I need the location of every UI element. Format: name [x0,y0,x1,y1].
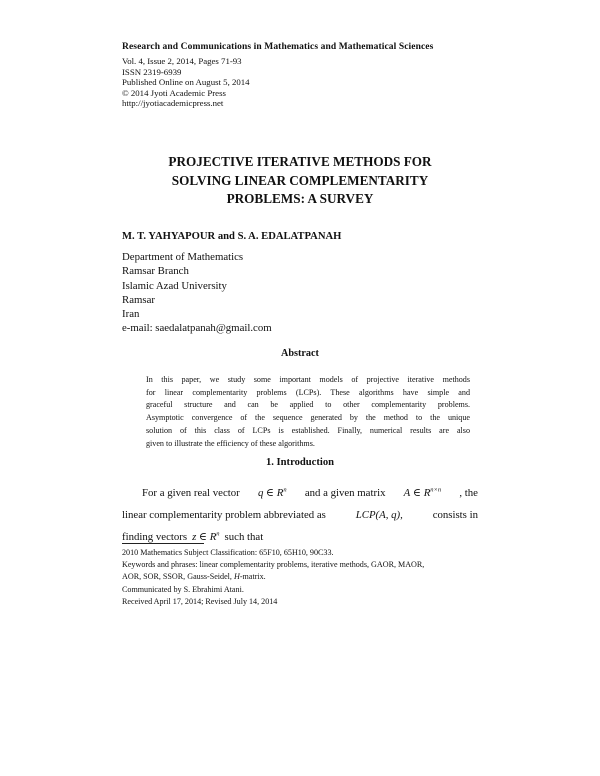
section-heading: 1. Introduction [265,457,335,468]
math-var: R [423,487,431,499]
math-a-in-rnn [404,483,442,505]
math-var: R [276,487,284,499]
keywords-line: Keywords and phrases: linear complementarity problems, iterative methods, GAOR, MAOR, [122,560,425,570]
journal-name: Research and Communications in Mathematics and Mathematical Sciences [122,42,434,52]
math-var: A [403,487,411,499]
title-line: PROBLEMS: A SURVEY [226,191,374,206]
footnote-rule [122,543,204,544]
affiliation [122,250,272,336]
text-run: -matrix. [239,572,266,582]
abstract-line: Asymptotic convergence of the sequence generated by the method to the unique [146,413,470,423]
text-run: such that [224,530,264,543]
affiliation-line: Iran [122,308,140,321]
math-var: q [257,487,264,499]
affiliation-line: Ramsar Branch [122,265,189,278]
volume-line: Vol. 4, Issue 2, 2014, Pages 71-93 [122,56,242,66]
abstract-line: solution of this class of LCPs is established. Finally, numerical results are also [146,425,470,435]
abstract-heading: Abstract [281,348,319,359]
intro-line [122,483,478,505]
issn-line: ISSN 2319-6939 [122,66,182,77]
math-var: H [234,572,240,582]
text-run: , the [459,487,478,499]
math-rel: ∈ [412,487,421,499]
affiliation-line: Islamic Azad University [122,279,227,292]
communicated-by: Communicated by S. Ebrahimi Atani. [122,584,244,594]
abstract-line: for linear complementarity problems (LCPs). These algorithms have simple and [146,387,470,397]
math-z-in-rn [192,527,219,549]
math-sup: n [283,486,287,494]
math-rel: ∈ [266,487,275,499]
intro-line [122,527,478,549]
math-var: z [192,530,197,543]
abstract-body [146,374,470,450]
math-var: R [209,530,217,543]
copyright-line: © 2014 Jyoti Academic Press [122,87,226,98]
paper-title [0,153,600,209]
text-run: finding vectors [122,530,188,543]
publisher-url: http://jyotiacademicpress.net [122,98,224,108]
received-dates: Received April 17, 2014; Revised July 14, 2014 [122,596,278,606]
author-email: e-mail: saedalatpanah@gmail.com [122,322,272,335]
affiliation-line: Department of Mathematics [122,251,244,263]
msc-classification: 2010 Mathematics Subject Classification: 65F10, 65H10, 90C33. [122,548,334,557]
journal-meta [122,56,250,109]
title-line: SOLVING LINEAR COMPLEMENTARITY [171,172,429,188]
text-run: consists in [432,508,478,521]
math-sup: n [216,530,220,537]
keywords-line [122,571,424,583]
abstract-line: graceful structure and can be applied to other complementarity problems. [146,400,470,410]
text-run: and a given matrix [304,487,386,499]
text-run: For a given real vector [142,487,240,499]
title-line: PROJECTIVE ITERATIVE METHODS FOR [168,154,432,169]
math-sup: n×n [430,486,442,494]
math-lcp: LCP(A, q), [355,508,403,521]
math-rel: ∈ [198,530,207,543]
intro-line [122,505,478,527]
math-q-in-rn [258,483,287,505]
introduction-text [122,483,478,548]
abstract-line: given to illustrate the efficiency of these algorithms. [146,438,315,448]
text-run: AOR, SOR, SSOR, Gauss-Seidel, [122,572,232,582]
authors: M. T. YAHYAPOUR and S. A. EDALATPANAH [122,231,342,242]
published-line: Published Online on August 5, 2014 [122,77,250,87]
text-run: linear complementarity problem abbreviated as [122,508,326,521]
abstract-line: In this paper, we study some important models of projective iterative methods [146,375,470,384]
affiliation-line: Ramsar [122,293,155,306]
footnotes [122,547,424,608]
